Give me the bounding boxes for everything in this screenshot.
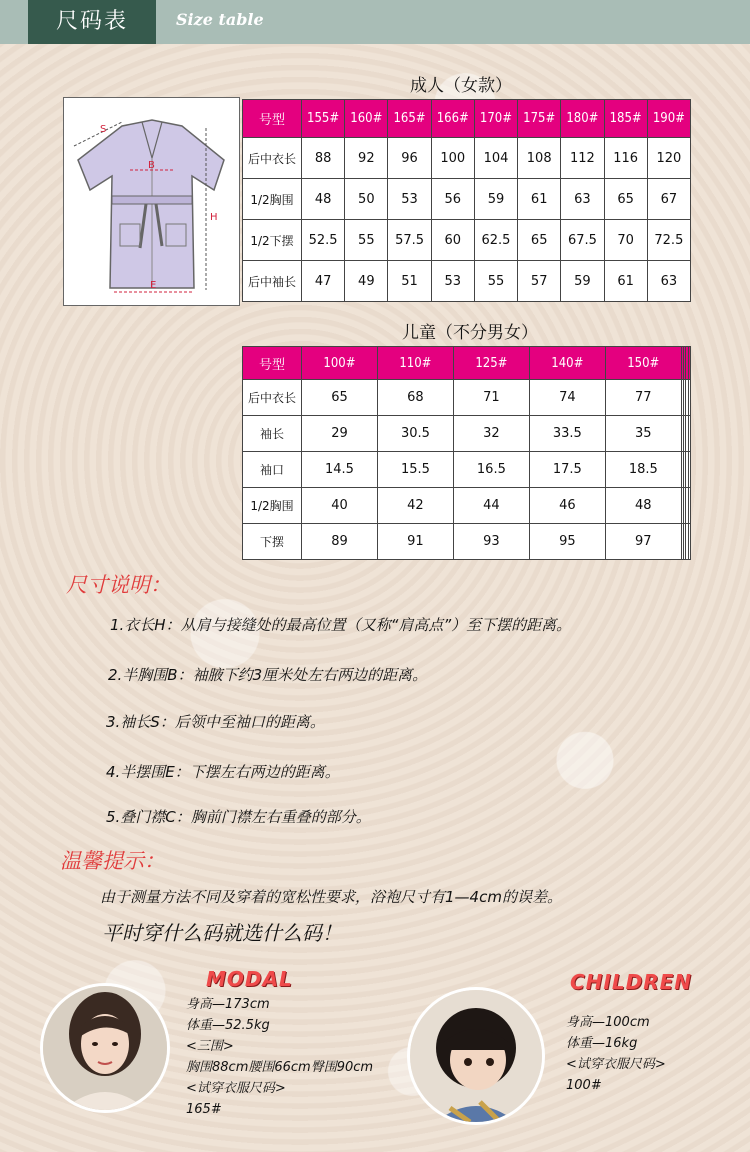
table-cell: 61 [518, 179, 561, 220]
table-cell: 68 [377, 380, 453, 416]
info-line: 身高—100cm [566, 1015, 650, 1030]
table-header-cell: 160# [345, 100, 388, 138]
table-cell: 93 [453, 524, 529, 560]
info-line: <试穿衣服尺码> [566, 1057, 666, 1072]
table-cell: 1/2下摆 [243, 220, 302, 261]
table-cell: 32 [453, 416, 529, 452]
table-cell: 97 [605, 524, 681, 560]
table-cell: 49 [345, 261, 388, 302]
robe-icon [64, 98, 239, 305]
table-cell: 70 [604, 220, 647, 261]
table-header-cell: 110# [377, 347, 453, 380]
table-cell: 30.5 [377, 416, 453, 452]
table-cell: 67.5 [561, 220, 604, 261]
table-row [243, 380, 691, 416]
child-model-photo [407, 987, 545, 1125]
table-row [243, 524, 691, 560]
child-photo-icon [410, 990, 542, 1122]
table-cell: 96 [388, 138, 431, 179]
table-header-cell: 165# [388, 100, 431, 138]
table-cell: 48 [302, 179, 345, 220]
table-header-row [243, 347, 691, 380]
table-header-cell: 190# [647, 100, 690, 138]
table-cell: 42 [377, 488, 453, 524]
table-cell: 29 [302, 416, 378, 452]
table-row [243, 138, 691, 179]
table-cell: 40 [302, 488, 378, 524]
table-row [243, 416, 691, 452]
info-line: 体重—16kg [566, 1036, 638, 1051]
header-title: 尺码表 [28, 0, 156, 44]
table-cell: 57 [518, 261, 561, 302]
child-model-name: CHILDREN [570, 970, 693, 994]
table-cell: 74 [529, 380, 605, 416]
info-line: 100# [566, 1078, 602, 1093]
table-cell: 92 [345, 138, 388, 179]
table-cell [688, 416, 690, 452]
table-header-cell: 125# [453, 347, 529, 380]
table-cell: 63 [561, 179, 604, 220]
table-cell: 51 [388, 261, 431, 302]
table-cell: 1/2胸围 [243, 488, 302, 524]
table-cell: 48 [605, 488, 681, 524]
table-cell [688, 452, 690, 488]
note-item: 4.半摆围E：下摆左右两边的距离。 [106, 763, 340, 781]
table-header-cell: 150# [605, 347, 681, 380]
info-line: <三围> [186, 1039, 234, 1054]
table-row [243, 179, 691, 220]
table-cell: 63 [647, 261, 690, 302]
info-line: 体重—52.5kg [186, 1018, 270, 1033]
tips-title: 温馨提示： [60, 849, 165, 873]
table-row [243, 452, 691, 488]
woman-photo-icon [43, 986, 167, 1110]
tips-line: 由于测量方法不同及穿着的宽松性要求，浴袍尺寸有1—4cm的误差。 [100, 888, 562, 906]
table-cell: 33.5 [529, 416, 605, 452]
child-model-info [566, 1012, 666, 1096]
table-cell: 104 [474, 138, 517, 179]
table-cell: 1/2胸围 [243, 179, 302, 220]
table-cell: 53 [388, 179, 431, 220]
header-bar [0, 0, 750, 44]
table-cell: 44 [453, 488, 529, 524]
diagram-label-h: H [210, 212, 218, 223]
adult-caption: 成人（女款） [410, 76, 512, 96]
table-header-cell: 170# [474, 100, 517, 138]
table-cell: 108 [518, 138, 561, 179]
table-cell: 77 [605, 380, 681, 416]
diagram-label-e: E [150, 280, 157, 291]
table-cell: 65 [302, 380, 378, 416]
table-row [243, 261, 691, 302]
adult-model-info [186, 994, 373, 1120]
note-item: 3.袖长S：后领中至袖口的距离。 [106, 713, 325, 731]
table-cell: 62.5 [474, 220, 517, 261]
table-header-cell: 号型 [243, 347, 302, 380]
table-cell: 60 [431, 220, 474, 261]
table-cell: 116 [604, 138, 647, 179]
table-cell: 91 [377, 524, 453, 560]
table-cell: 89 [302, 524, 378, 560]
table-cell: 47 [302, 261, 345, 302]
table-cell: 下摆 [243, 524, 302, 560]
table-cell: 59 [561, 261, 604, 302]
table-cell: 72.5 [647, 220, 690, 261]
table-header-cell: 号型 [243, 100, 302, 138]
table-cell: 袖长 [243, 416, 302, 452]
tips-highlight: 平时穿什么码就选什么码！ [102, 921, 342, 945]
info-line: <试穿衣服尺码> [186, 1081, 286, 1096]
table-cell: 61 [604, 261, 647, 302]
table-cell: 46 [529, 488, 605, 524]
kids-caption: 儿童（不分男女） [402, 323, 538, 343]
table-cell: 50 [345, 179, 388, 220]
table-header-cell: 180# [561, 100, 604, 138]
notes-title: 尺寸说明： [66, 573, 171, 597]
table-cell: 55 [474, 261, 517, 302]
adult-model-name: MODAL [206, 967, 293, 991]
note-item: 1.衣长H：从肩与接缝处的最高位置（又称“肩高点”）至下摆的距离。 [110, 616, 572, 634]
adult-size-table [242, 99, 691, 302]
info-line: 胸围88cm腰围66cm臀围90cm [186, 1060, 374, 1075]
table-cell: 16.5 [453, 452, 529, 488]
table-cell: 后中衣长 [243, 380, 302, 416]
table-row [243, 488, 691, 524]
table-header-cell [688, 347, 690, 380]
table-cell: 112 [561, 138, 604, 179]
table-cell: 袖口 [243, 452, 302, 488]
table-cell [688, 380, 690, 416]
table-cell: 52.5 [302, 220, 345, 261]
table-cell: 67 [647, 179, 690, 220]
table-cell: 后中袖长 [243, 261, 302, 302]
table-header-row [243, 100, 691, 138]
kids-size-table [242, 346, 691, 560]
adult-model-photo [40, 983, 170, 1113]
table-cell: 35 [605, 416, 681, 452]
table-cell: 65 [604, 179, 647, 220]
table-cell: 56 [431, 179, 474, 220]
table-cell: 15.5 [377, 452, 453, 488]
table-cell: 120 [647, 138, 690, 179]
table-cell [688, 524, 690, 560]
table-cell: 17.5 [529, 452, 605, 488]
table-header-cell: 175# [518, 100, 561, 138]
table-cell: 100 [431, 138, 474, 179]
table-header-cell: 155# [302, 100, 345, 138]
table-cell: 59 [474, 179, 517, 220]
table-row [243, 220, 691, 261]
table-cell: 88 [302, 138, 345, 179]
note-item: 5.叠门襟C：胸前门襟左右重叠的部分。 [106, 808, 371, 826]
table-cell: 后中衣长 [243, 138, 302, 179]
info-line: 身高—173cm [186, 997, 270, 1012]
table-cell: 18.5 [605, 452, 681, 488]
note-item: 2.半胸围B：袖腋下约3厘米处左右两边的距离。 [108, 666, 428, 684]
header-subtitle: Size table [176, 10, 264, 29]
table-header-cell: 140# [529, 347, 605, 380]
table-cell: 71 [453, 380, 529, 416]
table-cell: 95 [529, 524, 605, 560]
info-line: 165# [186, 1102, 222, 1117]
table-cell: 55 [345, 220, 388, 261]
table-cell [688, 488, 690, 524]
table-cell: 53 [431, 261, 474, 302]
diagram-label-s: S [100, 124, 107, 135]
table-header-cell: 100# [302, 347, 378, 380]
robe-diagram [63, 97, 240, 306]
table-header-cell: 166# [431, 100, 474, 138]
table-cell: 14.5 [302, 452, 378, 488]
table-cell: 65 [518, 220, 561, 261]
diagram-label-b: B [148, 160, 155, 171]
table-header-cell: 185# [604, 100, 647, 138]
table-cell: 57.5 [388, 220, 431, 261]
